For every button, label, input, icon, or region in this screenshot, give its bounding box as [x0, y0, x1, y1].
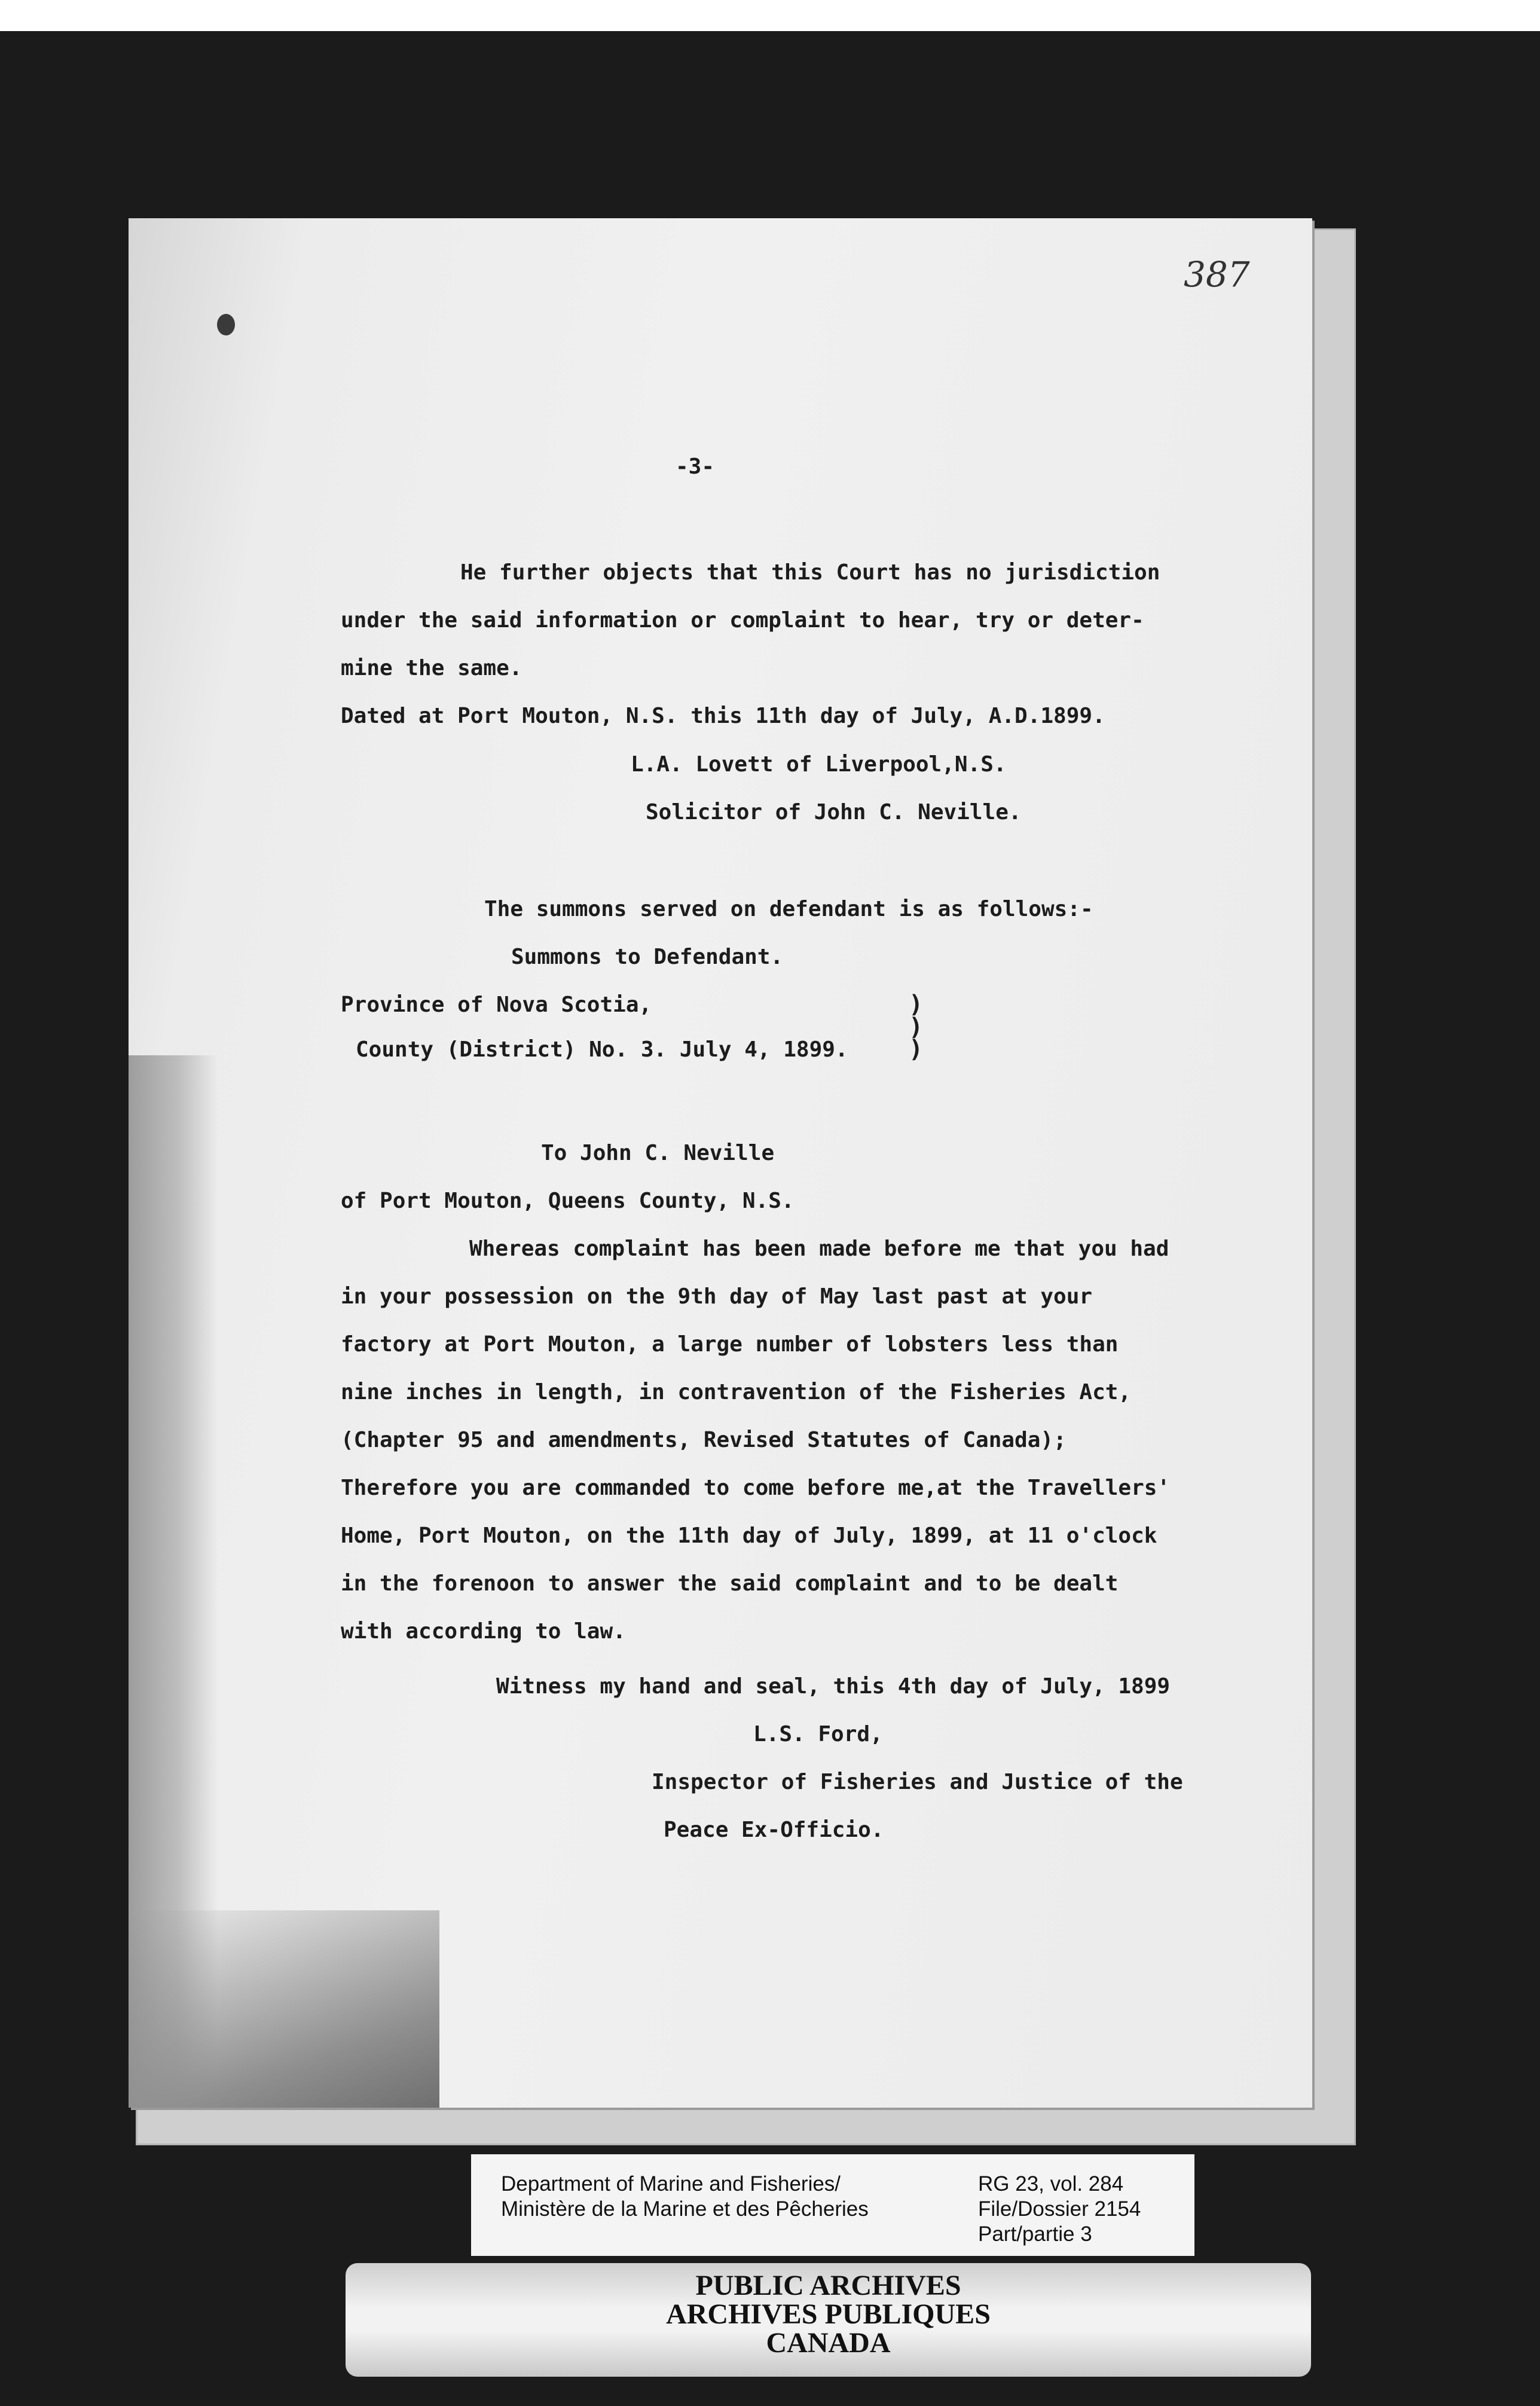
text-line: factory at Port Mouton, a large number of lobsters less than	[341, 1332, 1119, 1357]
punch-hole-icon	[217, 314, 235, 335]
brace-glyph: )	[909, 1013, 924, 1041]
text-line: (Chapter 95 and amendments, Revised Statutes of Canada);	[341, 1428, 1067, 1452]
text-line: Whereas complaint has been made before me that you had	[469, 1236, 1169, 1261]
summons-heading: Summons to Defendant.	[511, 945, 784, 969]
archive-reference-label	[471, 2154, 1194, 2256]
folio-number: 387	[1184, 254, 1250, 295]
text-line: with according to law.	[341, 1619, 626, 1644]
brace-glyph: )	[909, 991, 924, 1018]
addressee-name: To John C. Neville	[541, 1141, 775, 1165]
solicitor-title: Solicitor of John C. Neville.	[646, 800, 1022, 825]
page-number: -3-	[676, 454, 715, 479]
text-line: mine the same.	[341, 656, 522, 680]
scan-margin	[0, 0, 1540, 31]
text-line: nine inches in length, in contravention of the Fisheries Act,	[341, 1380, 1132, 1404]
reference-part: Part/partie 3	[978, 2222, 1092, 2246]
addressee-place: of Port Mouton, Queens County, N.S.	[341, 1189, 795, 1213]
reference-volume: RG 23, vol. 284	[978, 2172, 1124, 2196]
brace-glyph: )	[909, 1036, 924, 1063]
text-line: in your possession on the 9th day of May last past at your	[341, 1284, 1093, 1309]
witness-line: Witness my hand and seal, this 4th day of July, 1899	[496, 1674, 1171, 1699]
reference-file: File/Dossier 2154	[978, 2197, 1141, 2221]
signatory-title: Inspector of Fisheries and Justice of the	[652, 1770, 1183, 1794]
dated-line: Dated at Port Mouton, N.S. this 11th day of July, A.D.1899.	[341, 704, 1105, 728]
text-line: in the forenoon to answer the said complaint and to be dealt	[341, 1571, 1119, 1596]
signatory-name: L.S. Ford,	[753, 1722, 883, 1747]
text-line: Therefore you are commanded to come before me,at the Travellers'	[341, 1476, 1171, 1500]
archives-stamp	[346, 2263, 1311, 2377]
department-fr: Ministère de la Marine et des Pêcheries	[501, 2197, 869, 2221]
county-line: County (District) No. 3. July 4, 1899.	[356, 1037, 848, 1062]
summons-intro: The summons served on defendant is as follows:-	[484, 897, 1093, 921]
department-en: Department of Marine and Fisheries/	[501, 2172, 841, 2196]
folded-corner	[129, 1910, 439, 2108]
text-line: Home, Port Mouton, on the 11th day of July, 1899, at 11 o'clock	[341, 1523, 1157, 1548]
stamp-line: ARCHIVES PUBLIQUES	[666, 2298, 991, 2330]
signatory-title: Peace Ex-Officio.	[664, 1818, 884, 1842]
text-line: under the said information or complaint to hear, try or deter-	[341, 608, 1144, 633]
province-line: Province of Nova Scotia,	[341, 993, 652, 1017]
document-page	[129, 218, 1312, 2108]
stamp-line: PUBLIC ARCHIVES	[695, 2270, 961, 2301]
stamp-line: CANADA	[766, 2327, 891, 2359]
text-line: He further objects that this Court has no jurisdiction	[460, 560, 1160, 585]
solicitor-name: L.A. Lovett of Liverpool,N.S.	[631, 752, 1007, 777]
